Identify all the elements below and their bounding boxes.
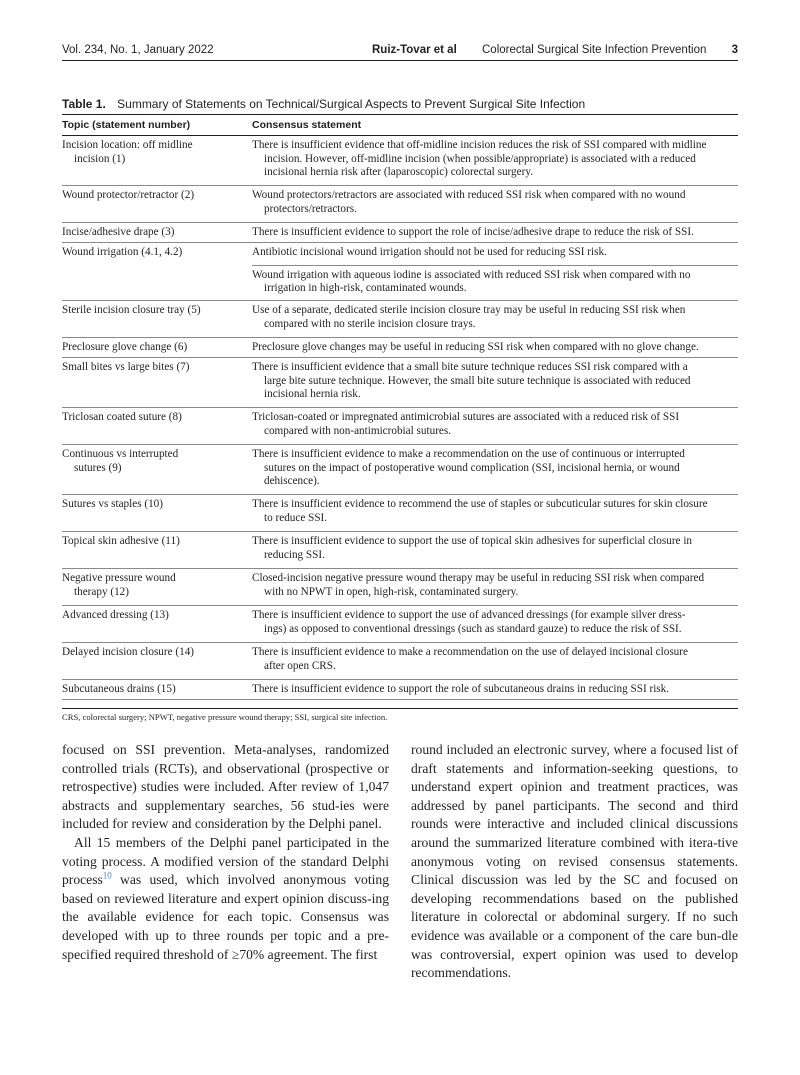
statement xyxy=(252,532,738,562)
body-paragraph: focused on SSI prevention. Meta-analyses, randomized controlled trials (RCTs), and observational (prospective or retrospective) studies were included. After review of 1,047 abstracts and supplementary searches, 56 stud-ies were included for review and consideration by the Delphi panel. xyxy=(62,742,389,832)
topic-cell xyxy=(62,358,252,407)
statement-line: There is insufficient evidence to make a recommendation on the use of continuous or interrupted xyxy=(252,448,685,460)
topic-line: Wound irrigation (4.1, 4.2) xyxy=(62,246,183,258)
table-title: Summary of Statements on Technical/Surgical Aspects to Prevent Surgical Site Infection xyxy=(117,97,586,111)
table-row xyxy=(62,223,738,243)
statement xyxy=(252,358,738,402)
statement xyxy=(252,136,738,180)
statement-line: There is insufficient evidence that a small bite suture technique reduces SSI risk compared with a xyxy=(252,361,688,373)
table-bottom-rule xyxy=(62,708,738,709)
table-row xyxy=(62,569,738,606)
statement-cell xyxy=(252,338,738,357)
statement-line: Wound irrigation with aqueous iodine is associated with reduced SSI risk when compared with no xyxy=(252,268,691,281)
table-row xyxy=(62,532,738,569)
journal-issue: Vol. 234, No. 1, January 2022 xyxy=(62,44,214,56)
statement xyxy=(252,186,738,216)
topic-cell xyxy=(62,243,252,300)
body-text: All 15 members of the Delphi panel participated in the voting process. A modified version of the standard Delphi process xyxy=(62,834,389,888)
body-column-left xyxy=(62,741,389,964)
statement-line: large bite suture technique. However, the small bite suture technique is associated with reduced xyxy=(264,374,691,387)
statement-cell xyxy=(252,643,738,679)
table-row xyxy=(62,445,738,495)
statement xyxy=(252,495,738,525)
statement-cell xyxy=(252,358,738,407)
statement xyxy=(252,680,738,697)
topic-cell xyxy=(62,223,252,242)
statement xyxy=(252,243,738,265)
table-row xyxy=(62,358,738,408)
statement-line: There is insufficient evidence to support the role of subcutaneous drains in reducing SSI risk. xyxy=(252,683,670,695)
topic-cell xyxy=(62,338,252,357)
statement-line: compared with no sterile incision closure trays. xyxy=(264,317,476,330)
statement xyxy=(252,301,738,331)
topic-cell xyxy=(62,445,252,494)
statement xyxy=(252,408,738,438)
statement xyxy=(252,643,738,673)
running-head-authors: Ruiz-Tovar et al xyxy=(372,44,457,56)
statement-cell xyxy=(252,243,738,300)
body-paragraph: round included an electronic survey, where a focused list of draft statements and information-seeking questions, to understand expert opinion and treatment practices, was addressed by panel participants. The second and third rounds were interactive and included clinical discussions around the summarized literature combined with itera-tive anonymous voting on revised consensus statements. Clinical discussion was led by the SC and focused on developing recommendations based on the published literature in colorectal or abdominal surgery. If no such evidence was available or a component of the care bun-dle was controversial, expert opinion was used to develop recommendations. xyxy=(411,742,738,981)
page-number: 3 xyxy=(731,44,738,56)
topic-line: Advanced dressing (13) xyxy=(62,609,169,621)
statement-line: There is insufficient evidence to make a recommendation on the use of delayed incisional closure xyxy=(252,646,688,658)
statement-line: protectors/retractors. xyxy=(264,202,357,215)
topic-line: Small bites vs large bites (7) xyxy=(62,361,190,373)
topic-cell xyxy=(62,495,252,531)
topic-line: Subcutaneous drains (15) xyxy=(62,683,176,695)
statement-cell xyxy=(252,408,738,444)
statement-line: irrigation in high-risk, contaminated wounds. xyxy=(264,282,467,295)
statement xyxy=(252,265,738,300)
table-footnote: CRS, colorectal surgery; NPWT, negative pressure wound therapy; SSI, surgical site infection. xyxy=(62,712,388,722)
statement-line: Preclosure glove changes may be useful in reducing SSI risk when compared with no glove change. xyxy=(252,341,699,353)
statement-cell xyxy=(252,495,738,531)
topic-cell xyxy=(62,301,252,337)
statement xyxy=(252,445,738,489)
statement-line: after open CRS. xyxy=(264,659,336,672)
table-row xyxy=(62,680,738,700)
statement-line: There is insufficient evidence to support the role of incise/adhesive drape to reduce the risk of SSI. xyxy=(252,226,694,238)
table-row xyxy=(62,338,738,358)
topic-cell xyxy=(62,606,252,642)
statement xyxy=(252,606,738,636)
statement-line: sutures on the impact of postoperative wound complication (SSI, incisional hernia, or wound xyxy=(264,461,680,474)
topic-cell xyxy=(62,680,252,699)
table-row xyxy=(62,606,738,643)
statement xyxy=(252,569,738,599)
topic-line: Preclosure glove change (6) xyxy=(62,341,188,353)
topic-line: Incision location: off midline xyxy=(62,139,193,151)
statement-cell xyxy=(252,223,738,242)
statement-line: ings) as opposed to conventional dressings (such as standard gauze) to reduce the risk of SSI. xyxy=(264,622,682,635)
table-label: Table 1. xyxy=(62,97,106,111)
table-row xyxy=(62,301,738,338)
statement-cell xyxy=(252,680,738,699)
topic-cell xyxy=(62,643,252,679)
statement-line: reducing SSI. xyxy=(264,548,325,561)
statement-cell xyxy=(252,136,738,185)
statement-line: incision. However, off-midline incision (when possible/appropriate) is associated with a reduced xyxy=(264,152,696,165)
statement-line: Wound protectors/retractors are associated with reduced SSI risk when compared with no wound xyxy=(252,189,686,201)
topic-line: Sutures vs staples (10) xyxy=(62,498,163,510)
topic-line: Negative pressure wound xyxy=(62,572,176,584)
body-text: was used, which involved anonymous voting based on reviewed literature and expert opinion discuss-ing the available evidence for each topic. Consensus was developed with up to three rounds per topic and a pre-specified required threshold of ≥70% agreement. The first xyxy=(62,872,389,962)
topic-cell xyxy=(62,136,252,185)
table-caption xyxy=(62,97,738,111)
statement-line: There is insufficient evidence to support the use of advanced dressings (for example silver dress- xyxy=(252,609,686,621)
topic-cell xyxy=(62,569,252,605)
table-body xyxy=(62,136,738,700)
topic-cell xyxy=(62,408,252,444)
body-paragraph xyxy=(62,834,389,964)
statement-line: compared with non-antimicrobial sutures. xyxy=(264,424,452,437)
statement xyxy=(252,338,738,355)
topic-cell xyxy=(62,532,252,568)
topic-line: Continuous vs interrupted xyxy=(62,448,179,460)
table-row xyxy=(62,243,738,301)
statement-line: to reduce SSI. xyxy=(264,511,328,524)
statement-line: incisional hernia risk after (laparoscopic) colorectal surgery. xyxy=(264,166,534,179)
header-statement: Consensus statement xyxy=(252,119,362,131)
table-row xyxy=(62,136,738,186)
statement-line: Use of a separate, dedicated sterile incision closure tray may be useful in reducing SSI risk when xyxy=(252,304,686,316)
header-rule xyxy=(62,60,738,61)
statement-cell xyxy=(252,301,738,337)
statement-line: Antibiotic incisional wound irrigation should not be used for reducing SSI risk. xyxy=(252,246,607,258)
table-row xyxy=(62,643,738,680)
statement-cell xyxy=(252,606,738,642)
topic-line: Topical skin adhesive (11) xyxy=(62,535,180,547)
topic-line: incision (1) xyxy=(74,152,126,165)
header-topic: Topic (statement number) xyxy=(62,119,191,131)
topic-line: therapy (12) xyxy=(74,585,129,598)
topic-line: Incise/adhesive drape (3) xyxy=(62,226,175,238)
statement-line: There is insufficient evidence that off-midline incision reduces the risk of SSI compared with midline xyxy=(252,139,707,151)
statement xyxy=(252,223,738,240)
topic-line: sutures (9) xyxy=(74,461,122,474)
statement-line: with no NPWT in open, high-risk, contaminated surgery. xyxy=(264,585,519,598)
table-row xyxy=(62,186,738,223)
statement-line: There is insufficient evidence to support the use of topical skin adhesives for superficial closure in xyxy=(252,535,693,547)
body-column-right xyxy=(411,741,738,983)
table-row xyxy=(62,408,738,445)
topic-cell xyxy=(62,186,252,222)
statement-line: incisional hernia risk. xyxy=(264,388,361,401)
topic-line: Triclosan coated suture (8) xyxy=(62,411,182,423)
reference-link[interactable]: 10 xyxy=(102,870,112,881)
running-head-title: Colorectal Surgical Site Infection Prevention xyxy=(482,44,707,56)
statement-line: dehiscence). xyxy=(264,475,320,488)
topic-line: Sterile incision closure tray (5) xyxy=(62,304,201,316)
table-header xyxy=(62,115,738,136)
statement-line: Triclosan-coated or impregnated antimicrobial sutures are associated with a reduced risk of SSI xyxy=(252,411,680,423)
statement-cell xyxy=(252,186,738,222)
topic-line: Delayed incision closure (14) xyxy=(62,646,195,658)
statement-cell xyxy=(252,532,738,568)
statement-line: There is insufficient evidence to recommend the use of staples or subcuticular sutures for skin closure xyxy=(252,498,708,510)
table-row xyxy=(62,495,738,532)
statement-cell xyxy=(252,445,738,494)
consensus-table xyxy=(62,114,738,700)
statement-line: Closed-incision negative pressure wound therapy may be useful in reducing SSI risk when compared xyxy=(252,572,705,584)
statement-cell xyxy=(252,569,738,605)
topic-line: Wound protector/retractor (2) xyxy=(62,189,195,201)
